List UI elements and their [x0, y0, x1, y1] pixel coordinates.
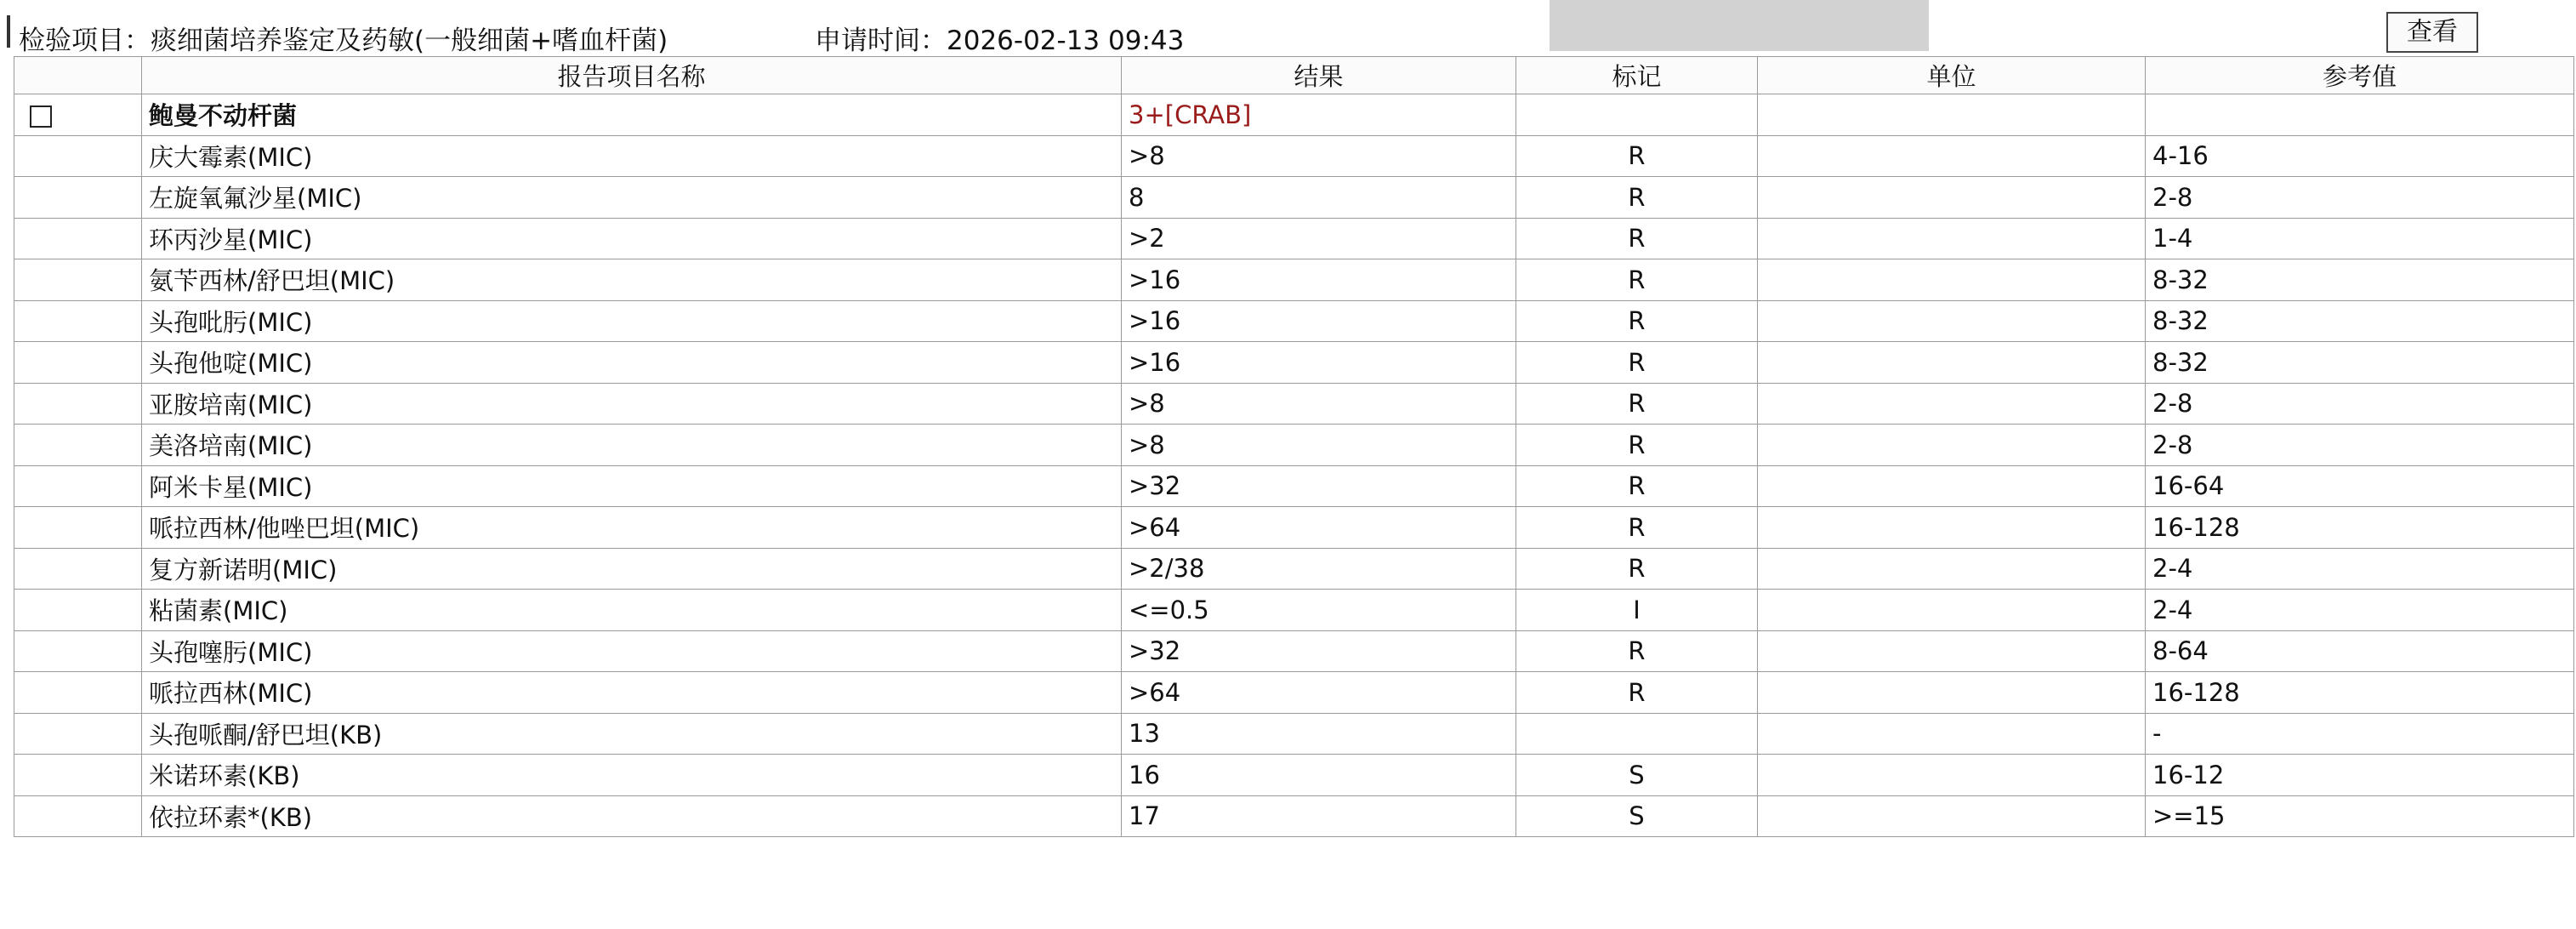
drug-result: >32 [1122, 465, 1516, 507]
row-select-cell [14, 259, 142, 301]
drug-flag [1516, 713, 1758, 755]
drug-reference: 2-8 [2146, 177, 2574, 219]
drug-result: >16 [1122, 259, 1516, 301]
drug-flag: R [1516, 672, 1758, 714]
drug-flag: R [1516, 218, 1758, 259]
organism-reference [2146, 94, 2574, 136]
header-result[interactable]: 结果 [1122, 57, 1516, 94]
drug-unit [1758, 177, 2146, 219]
drug-flag: S [1516, 755, 1758, 796]
checkbox-icon[interactable] [30, 105, 52, 128]
table-row[interactable] [14, 590, 2574, 631]
organism-row[interactable] [14, 94, 2574, 136]
drug-reference: 4-16 [2146, 135, 2574, 177]
drug-reference: 16-64 [2146, 465, 2574, 507]
table-row[interactable] [14, 425, 2574, 466]
drug-flag: R [1516, 177, 1758, 219]
drug-unit [1758, 713, 2146, 755]
drug-unit [1758, 300, 2146, 342]
organism-select-cell[interactable] [14, 94, 142, 136]
drug-result: >8 [1122, 425, 1516, 466]
drug-flag: S [1516, 795, 1758, 837]
table-row[interactable] [14, 630, 2574, 672]
drug-result: >32 [1122, 630, 1516, 672]
drug-name: 依拉环素*(KB) [142, 795, 1122, 837]
drug-reference: 16-128 [2146, 507, 2574, 549]
row-select-cell [14, 713, 142, 755]
drug-name: 头孢哌酮/舒巴坦(KB) [142, 713, 1122, 755]
row-select-cell [14, 630, 142, 672]
header-unit[interactable]: 单位 [1758, 57, 2146, 94]
row-select-cell [14, 177, 142, 219]
drug-name: 头孢他啶(MIC) [142, 342, 1122, 384]
drug-name: 氨苄西林/舒巴坦(MIC) [142, 259, 1122, 301]
table-row[interactable] [14, 383, 2574, 425]
table-row[interactable] [14, 713, 2574, 755]
drug-result: >16 [1122, 300, 1516, 342]
drug-flag: R [1516, 548, 1758, 590]
drug-name: 亚胺培南(MIC) [142, 383, 1122, 425]
drug-name: 美洛培南(MIC) [142, 425, 1122, 466]
drug-unit [1758, 342, 2146, 384]
row-select-cell [14, 342, 142, 384]
drug-result: >64 [1122, 507, 1516, 549]
header-select [14, 57, 142, 94]
drug-reference: 16-12 [2146, 755, 2574, 796]
table-row[interactable] [14, 218, 2574, 259]
drug-reference: 8-32 [2146, 342, 2574, 384]
row-select-cell [14, 425, 142, 466]
susceptibility-table [14, 56, 2574, 837]
drug-reference: 16-128 [2146, 672, 2574, 714]
row-select-cell [14, 135, 142, 177]
table-row[interactable] [14, 507, 2574, 549]
view-button[interactable]: 查看 [2386, 12, 2478, 53]
drug-unit [1758, 425, 2146, 466]
drug-unit [1758, 259, 2146, 301]
drug-result: 8 [1122, 177, 1516, 219]
drug-unit [1758, 755, 2146, 796]
header-name[interactable]: 报告项目名称 [142, 57, 1122, 94]
drug-reference: 2-8 [2146, 383, 2574, 425]
row-select-cell [14, 465, 142, 507]
drug-result: >8 [1122, 383, 1516, 425]
redacted-area [1550, 0, 1929, 51]
table-row[interactable] [14, 300, 2574, 342]
drug-unit [1758, 135, 2146, 177]
table-row[interactable] [14, 135, 2574, 177]
row-select-cell [14, 507, 142, 549]
drug-unit [1758, 590, 2146, 631]
drug-name: 头孢吡肟(MIC) [142, 300, 1122, 342]
organism-unit [1758, 94, 2146, 136]
table-row[interactable] [14, 465, 2574, 507]
drug-name: 哌拉西林/他唑巴坦(MIC) [142, 507, 1122, 549]
drug-result: >16 [1122, 342, 1516, 384]
drug-name: 米诺环素(KB) [142, 755, 1122, 796]
report-header [0, 0, 2576, 60]
drug-unit [1758, 795, 2146, 837]
drug-reference: - [2146, 713, 2574, 755]
drug-name: 左旋氧氟沙星(MIC) [142, 177, 1122, 219]
drug-result: >2 [1122, 218, 1516, 259]
organism-flag [1516, 94, 1758, 136]
header-reference[interactable]: 参考值 [2146, 57, 2574, 94]
drug-name: 阿米卡星(MIC) [142, 465, 1122, 507]
drug-result: 17 [1122, 795, 1516, 837]
drug-unit [1758, 465, 2146, 507]
drug-flag: R [1516, 630, 1758, 672]
drug-reference: 2-4 [2146, 548, 2574, 590]
table-row[interactable] [14, 342, 2574, 384]
drug-unit [1758, 507, 2146, 549]
drug-name: 头孢噻肟(MIC) [142, 630, 1122, 672]
drug-result: >64 [1122, 672, 1516, 714]
drug-unit [1758, 218, 2146, 259]
row-select-cell [14, 218, 142, 259]
drug-reference: 1-4 [2146, 218, 2574, 259]
row-select-cell [14, 300, 142, 342]
row-select-cell [14, 755, 142, 796]
row-select-cell [14, 548, 142, 590]
drug-name: 复方新诺明(MIC) [142, 548, 1122, 590]
drug-reference: 2-4 [2146, 590, 2574, 631]
drug-flag: R [1516, 507, 1758, 549]
drug-unit [1758, 548, 2146, 590]
drug-flag: R [1516, 259, 1758, 301]
table-row[interactable] [14, 795, 2574, 837]
row-select-cell [14, 795, 142, 837]
apply-time-label: 申请时间：2026-02-13 09:43 [815, 26, 1185, 56]
drug-result: <=0.5 [1122, 590, 1516, 631]
window-left-edge [7, 15, 10, 48]
drug-result: >8 [1122, 135, 1516, 177]
drug-result: 13 [1122, 713, 1516, 755]
drug-name: 粘菌素(MIC) [142, 590, 1122, 631]
drug-result: 16 [1122, 755, 1516, 796]
exam-item-label: 检验项目：痰细菌培养鉴定及药敏(一般细菌+嗜血杆菌) [19, 26, 668, 56]
drug-flag: R [1516, 465, 1758, 507]
organism-name: 鲍曼不动杆菌 [142, 94, 1122, 136]
drug-flag: R [1516, 300, 1758, 342]
table-row[interactable] [14, 755, 2574, 796]
header-flag[interactable]: 标记 [1516, 57, 1758, 94]
drug-result: >2/38 [1122, 548, 1516, 590]
drug-flag: R [1516, 383, 1758, 425]
table-row[interactable] [14, 548, 2574, 590]
drug-flag: R [1516, 342, 1758, 384]
drug-reference: 8-64 [2146, 630, 2574, 672]
row-select-cell [14, 672, 142, 714]
drug-reference: 2-8 [2146, 425, 2574, 466]
drug-reference: 8-32 [2146, 300, 2574, 342]
drug-name: 庆大霉素(MIC) [142, 135, 1122, 177]
table-row[interactable] [14, 672, 2574, 714]
table-header-row [14, 57, 2574, 94]
drug-reference: >=15 [2146, 795, 2574, 837]
table-row[interactable] [14, 259, 2574, 301]
table-row[interactable] [14, 177, 2574, 219]
organism-result: 3+[CRAB] [1122, 94, 1516, 136]
drug-unit [1758, 630, 2146, 672]
drug-reference: 8-32 [2146, 259, 2574, 301]
drug-flag: I [1516, 590, 1758, 631]
drug-name: 环丙沙星(MIC) [142, 218, 1122, 259]
drug-flag: R [1516, 425, 1758, 466]
row-select-cell [14, 590, 142, 631]
row-select-cell [14, 383, 142, 425]
drug-flag: R [1516, 135, 1758, 177]
drug-unit [1758, 383, 2146, 425]
drug-name: 哌拉西林(MIC) [142, 672, 1122, 714]
drug-unit [1758, 672, 2146, 714]
